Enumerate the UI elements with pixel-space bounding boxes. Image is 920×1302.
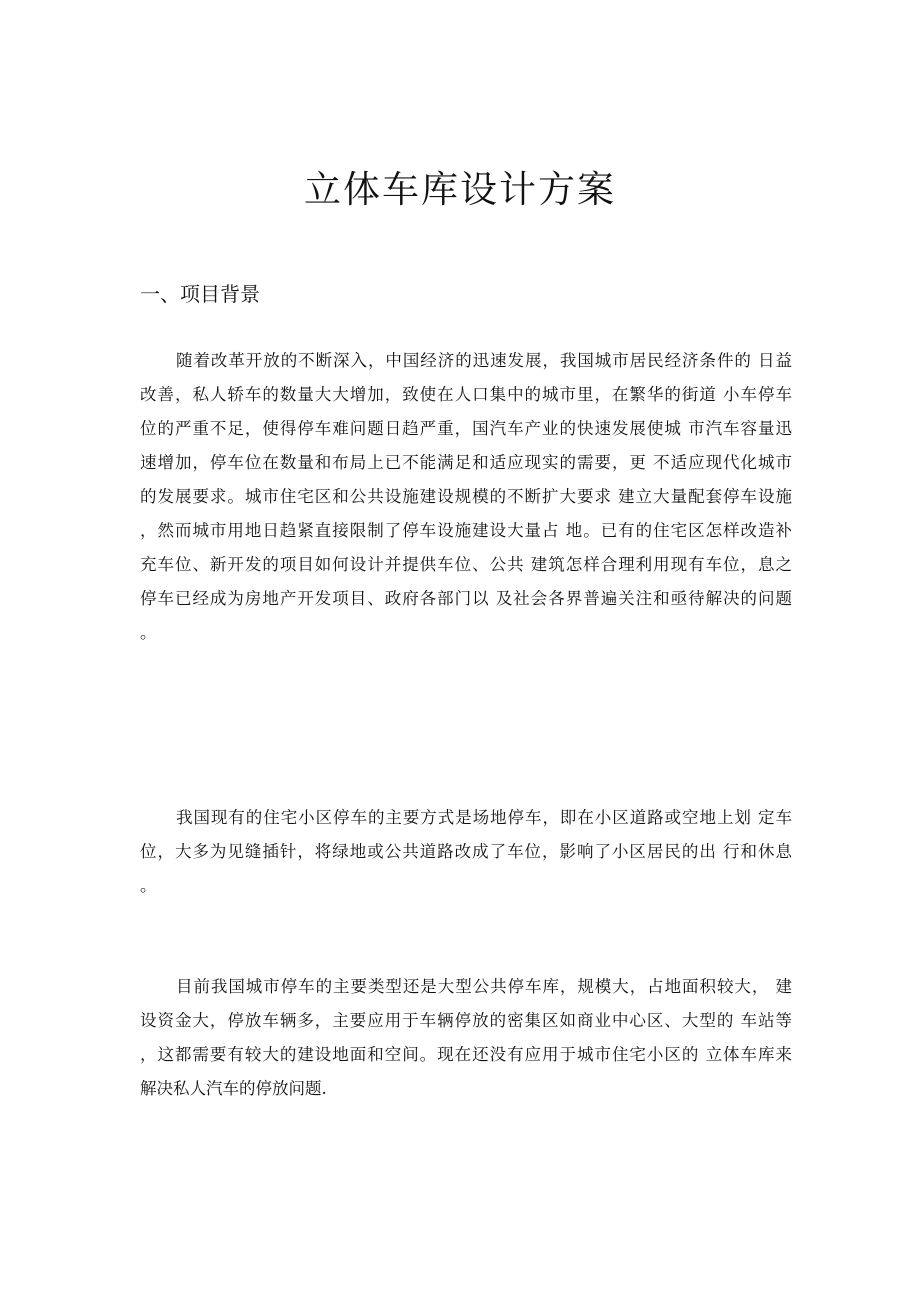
paragraph-line: ，这都需要有较大的建设地面和空间。现在还没有应用于城市住宅小区的 立体车库来: [140, 1045, 792, 1064]
paragraph-line: 改善，私人轿车的数量大大增加，致使在人口集中的城市里，在繁华的街道 小车停车: [140, 385, 792, 404]
paragraph-line: 的发展要求。城市住宅区和公共设施建设规模的不断扩大要求 建立大量配套停车设施: [140, 487, 792, 506]
paragraph-line: 我国现有的住宅小区停车的主要方式是场地停车，即在小区道路或空地上划 定车: [176, 808, 792, 827]
paragraph-line: 目前我国城市停车的主要类型还是大型公共停车库，规模大，占地面积较大， 建: [176, 977, 792, 996]
paragraph-line: 充车位、新开发的项目如何设计并提供车位、公共 建筑怎样合理利用现有车位，息之: [140, 555, 792, 574]
paragraph-3: [140, 970, 792, 1106]
document-title: 立体车库设计方案: [304, 168, 616, 211]
paragraph-line: ，然而城市用地日趋紧直接限制了停车设施建设大量占 地。已有的住宅区怎样改造补: [140, 521, 792, 540]
paragraph-line: 位的严重不足，使得停车难问题日趋严重，国汽车产业的快速发展使城 市汽车容量迅: [140, 419, 792, 438]
paragraph-line: 设资金大，停放车辆多，主要应用于车辆停放的密集区如商业中心区、大型的 车站等: [140, 1011, 792, 1030]
paragraph-2: [140, 801, 792, 903]
section-heading: 一、项目背景: [140, 282, 260, 306]
paragraph-line: 停车已经成为房地产开发项目、政府各部门以 及社会各界普遍关注和亟待解决的问题: [140, 589, 792, 608]
paragraph-line: 。: [140, 876, 157, 895]
paragraph-1: [140, 344, 792, 650]
paragraph-line: 解决私人汽车的停放问题.: [140, 1079, 327, 1098]
paragraph-line: 随着改革开放的不断深入，中国经济的迅速发展，我国城市居民经济条件的 日益: [176, 351, 792, 370]
paragraph-line: 速增加，停车位在数量和布局上已不能满足和适应现实的需要，更 不适应现代化城市: [140, 453, 792, 472]
paragraph-line: 。: [140, 623, 157, 642]
paragraph-line: 位，大多为见缝插针，将绿地或公共道路改成了车位，影响了小区居民的出 行和休息: [140, 842, 792, 861]
